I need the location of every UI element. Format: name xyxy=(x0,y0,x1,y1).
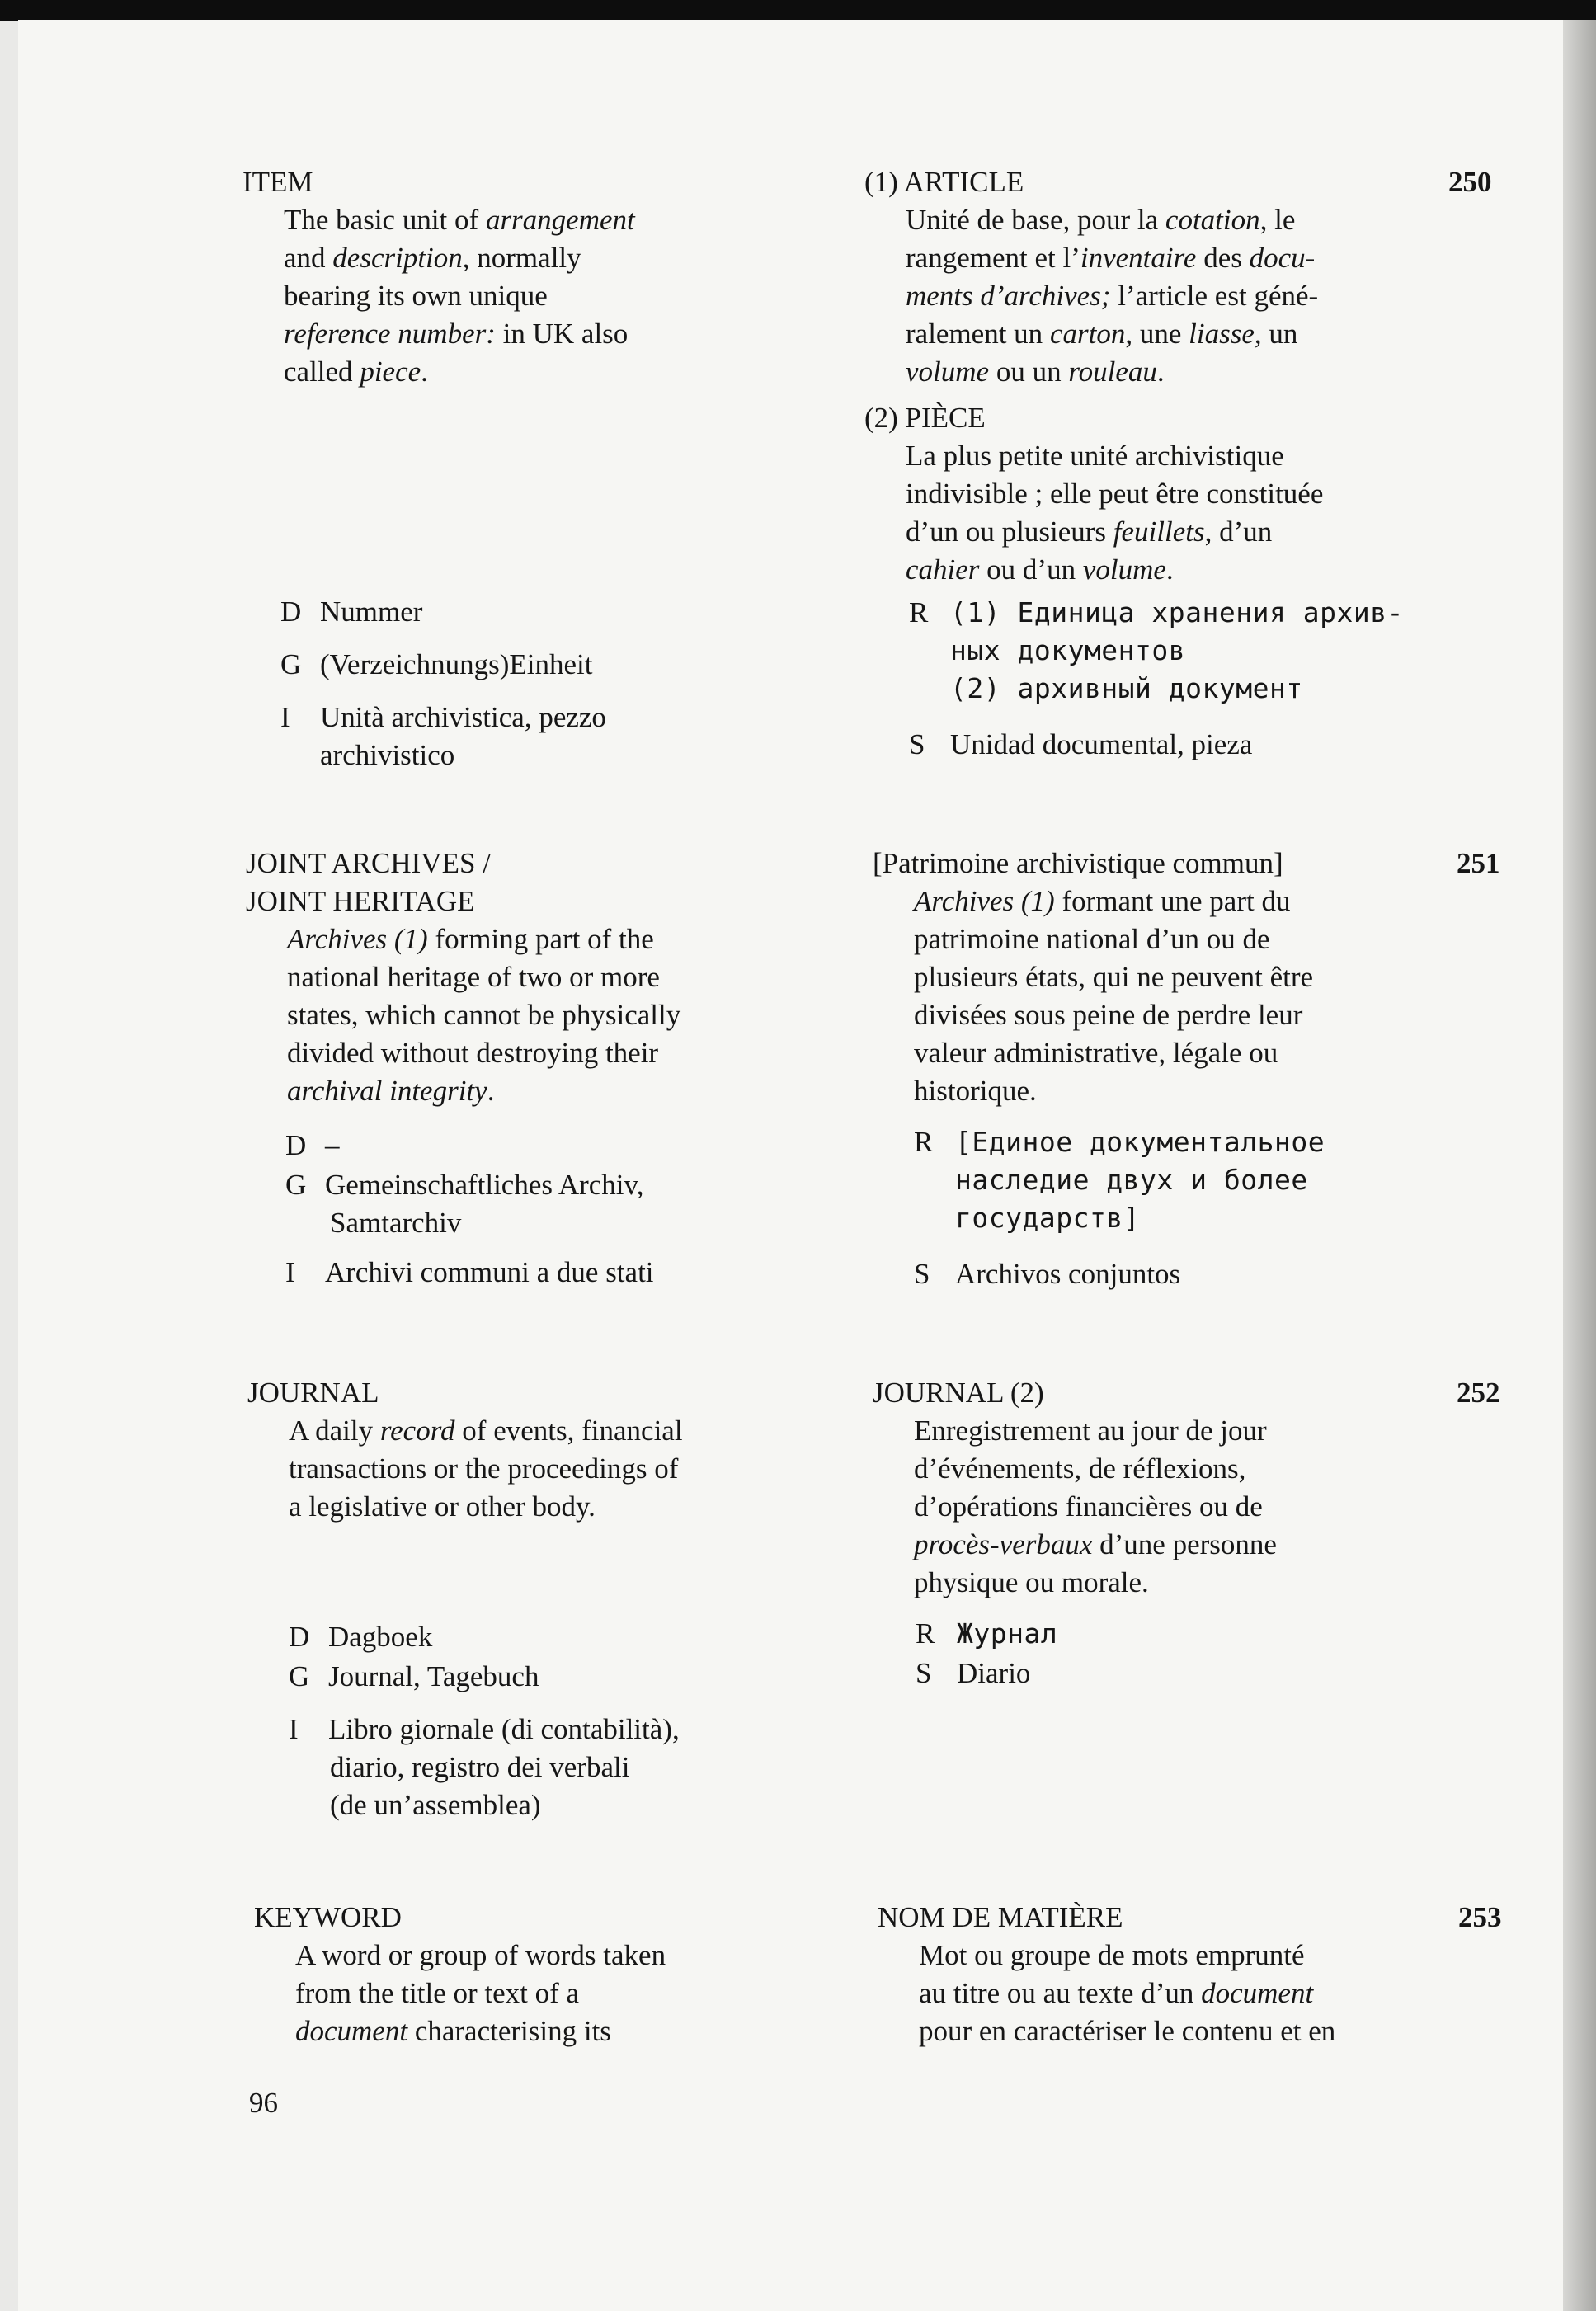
entry-252-french xyxy=(873,1374,1277,1602)
entry-251-fr-equivalents: R [Единое документальное наследие двух и более государств] S Archivos conjuntos xyxy=(914,1123,1325,1293)
term-line-2: JOINT HERITAGE xyxy=(246,885,475,917)
equivalent-g: G Gemeinschaftliches Archiv, xyxy=(285,1169,644,1201)
entry-250-french xyxy=(864,163,1323,589)
entry-251-equivalents: D – G Gemeinschaftliches Archiv, Samtarchiv I Archivi communi a due stati xyxy=(285,1127,654,1292)
definition-2: La plus petite unité archivistique indivisible ; elle peut être constituée d’un ou plusieurs feuillets, d’un cahier ou d’un volume. xyxy=(906,440,1324,586)
definition: Archives (1) formant une part du patrimoine national d’un ou de plusieurs états, qui ne peuvent être divisées sous peine de perdre leur valeur administrative, légale ou historique. xyxy=(914,885,1314,1107)
definition: Unité de base, pour la cotation, le rangement et l’inventaire des docu- ments d’archives; l’article est géné- ralement un carton, une liasse, un volume ou un rouleau. xyxy=(906,204,1319,388)
entry-250-fr-equivalents: R (1) Единица хранения архив- ных документов (2) архивный документ S Unidad documental, pieza xyxy=(909,594,1404,764)
term: JOURNAL xyxy=(247,1377,379,1409)
equivalent-i: I Libro giornale (di contabilità), xyxy=(289,1713,680,1745)
term-2: (2) PIÈCE xyxy=(864,402,986,434)
equivalent-i: I Archivi communi a due stati xyxy=(285,1256,654,1288)
entry-252-equivalents: D Dagboek G Journal, Tagebuch I Libro giornale (di contabilità), diario, registro dei verbali (de un’assemblea) xyxy=(289,1618,680,1824)
equivalent-r: R [Единое документальное xyxy=(914,1126,1325,1158)
definition: Enregistrement au jour de jour d’événements, de réflexions, d’opérations financières ou de procès-verbaux d’une personne physique ou morale. xyxy=(914,1414,1277,1598)
equivalent-r: R Журнал xyxy=(916,1617,1058,1650)
entry-number-252: 252 xyxy=(1457,1377,1500,1409)
term: JOINT ARCHIVES / xyxy=(246,847,491,879)
page-number: 96 xyxy=(249,2087,278,2119)
entry-253-english xyxy=(254,1899,666,2050)
equivalent-d: D – xyxy=(285,1129,340,1161)
equivalent-s: S Unidad documental, pieza xyxy=(909,728,1253,760)
entry-252-fr-equivalents xyxy=(916,1615,1057,1692)
entry-number-250: 250 xyxy=(1448,166,1492,198)
equivalent-g: G Journal, Tagebuch xyxy=(289,1660,539,1692)
entry-252-english xyxy=(247,1374,683,1526)
definition: The basic unit of arrangement and description, normally bearing its own unique reference number: in UK also called piece. xyxy=(284,204,635,388)
entry-number-253: 253 xyxy=(1458,1901,1502,1933)
term: KEYWORD xyxy=(254,1901,402,1933)
equivalent-r: R (1) Единица хранения архив- xyxy=(909,596,1404,628)
equivalent-g: G (Verzeichnungs)Einheit xyxy=(280,648,593,680)
term: NOM DE MATIÈRE xyxy=(878,1901,1123,1933)
term: ITEM xyxy=(242,166,313,198)
page-right-edge xyxy=(1563,20,1596,2311)
equivalent-i: I Unità archivistica, pezzo xyxy=(280,701,606,733)
scan-top-edge xyxy=(0,0,1596,21)
entry-253-french xyxy=(878,1899,1335,2050)
definition: Archives (1) forming part of the national heritage of two or more states, which cannot be physically divided without destroying their archival integrity. xyxy=(287,923,681,1107)
entry-number-251: 251 xyxy=(1457,847,1500,879)
entry-250-english xyxy=(242,163,635,391)
term: JOURNAL (2) xyxy=(873,1377,1044,1409)
term: (1) ARTICLE xyxy=(864,166,1024,198)
equivalent-d: D Nummer xyxy=(280,595,423,628)
entry-251-english xyxy=(246,845,680,1110)
definition: A word or group of words taken from the title or text of a document characterising its xyxy=(295,1939,666,2047)
definition: Mot ou groupe de mots emprunté au titre ou au texte d’un document pour en caractériser le contenu et en xyxy=(919,1939,1336,2047)
entry-250-equivalents: D Nummer G (Verzeichnungs)Einheit I Unità archivistica, pezzo archivistico xyxy=(280,593,606,774)
equivalent-s: S Archivos conjuntos xyxy=(914,1258,1181,1290)
definition: A daily record of events, financial transactions or the proceedings of a legislative or other body. xyxy=(289,1414,683,1523)
equivalent-s: S Diario xyxy=(916,1657,1031,1689)
term: [Patrimoine archivistique commun] xyxy=(873,847,1283,879)
equivalent-d: D Dagboek xyxy=(289,1621,433,1653)
entry-251-french xyxy=(873,845,1313,1110)
